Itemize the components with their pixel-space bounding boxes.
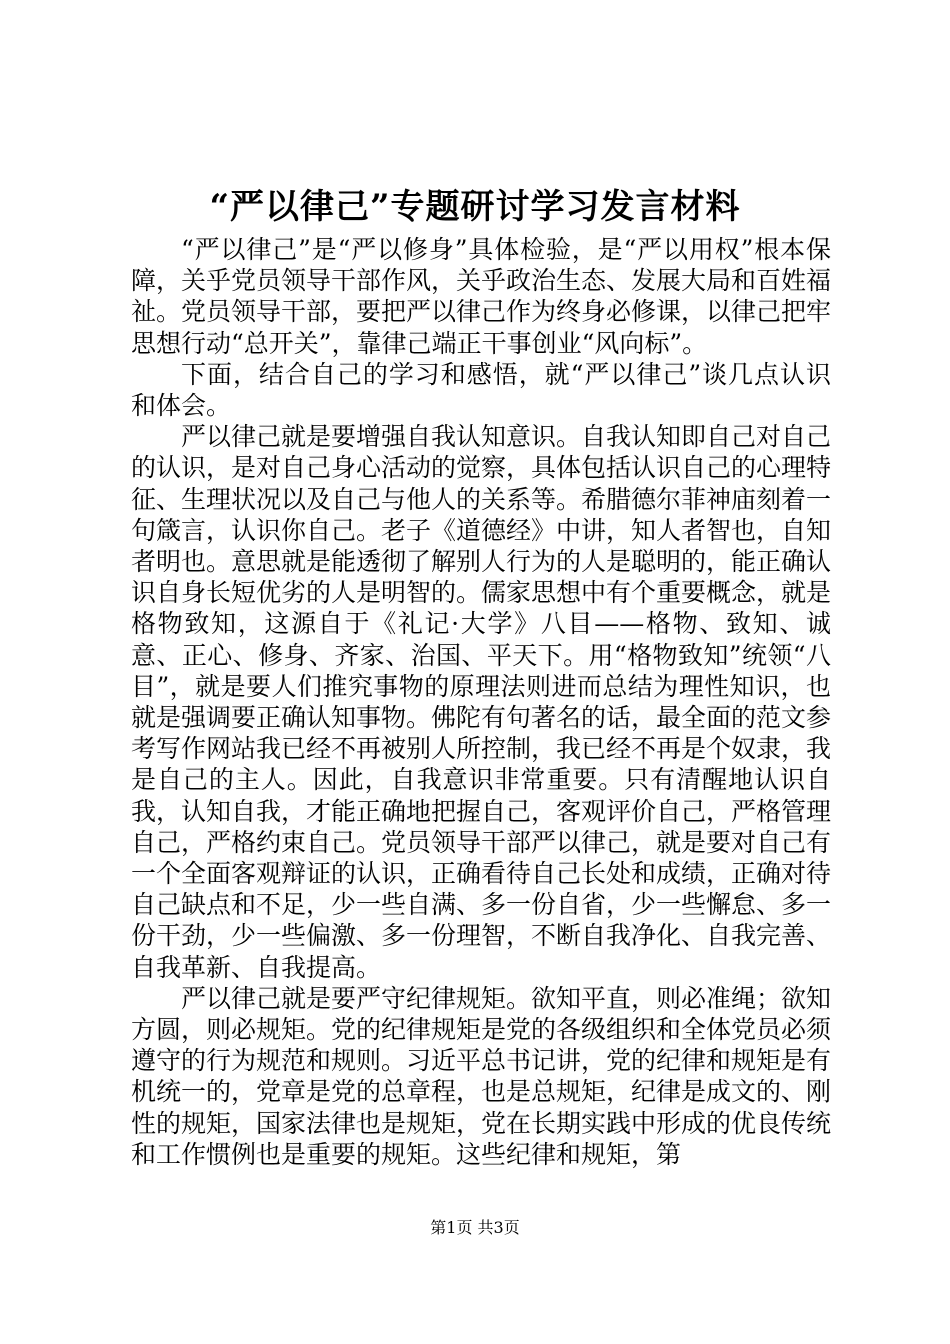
paragraph-self-awareness: 严以律己就是要增强自我认知意识。自我认知即自己对自己的认识，是对自己身心活动的觉察，具体包括认识自己的心理特征、生理状况以及自己与他人的关系等。希腊德尔菲神庙刻着一句箴言，认识你自己。老子《道德经》中讲，知人者智也，自知者明也。意思就是能透彻了解别人行为的人是聪明的，能正确认识自身长短优劣的人是明智的。儒家思想中有个重要概念，就是格物致知，这源自于《礼记·大学》八目——格物、致知、诚意、正心、修身、齐家、治国、平天下。用“格物致知”统领“八目”，就是要人们推究事物的原理法则进而总结为理性知识，也就是强调要正确认知事物。佛陀有句著名的话，最全面的范文参考写作网站我已经不再被别人所控制，我已经不再是个奴隶，我是自己的主人。因此，自我意识非常重要。只有清醒地认识自我，认知自我，才能正确地把握自己，客观评价自己，严格管理自己，严格约束自己。党员领导干部严以律己，就是要对自己有一个全面客观辩证的认识，正确看待自己长处和成绩，正确对待自己缺点和不足，少一些自满、多一份自省，少一些懈怠、多一份干劲，少一些偏激、多一份理智，不断自我净化、自我完善、自我革新、自我提高。 xyxy=(131,422,832,982)
document-body xyxy=(131,234,831,1170)
paragraph-intro: “严以律己”是“严以修身”具体检验，是“严以用权”根本保障，关乎党员领导干部作风，关乎政治生态、发展大局和百姓福祉。党员领导干部，要把严以律己作为终身必修课，以律己把牢思想行动“总开关”，靠律己端正干事创业“风向标”。 xyxy=(131,235,832,358)
document-title: “严以律己”专题研讨学习发言材料 xyxy=(209,187,741,227)
paragraph-transition: 下面，结合自己的学习和感悟，就“严以律己”谈几点认识和体会。 xyxy=(131,359,831,421)
page-number-footer: 第1页 共3页 xyxy=(430,1218,520,1237)
paragraph-discipline: 严以律己就是要严守纪律规矩。欲知平直，则必准绳；欲知方圆，则必规矩。党的纪律规矩是党的各级组织和全体党员必须遵守的行为规范和规则。习近平总书记讲，党的纪律和规矩是有机统一的，党章是党的总章程，也是总规矩，纪律是成文的、刚性的规矩，国家法律也是规矩，党在长期实践中形成的优良传统和工作惯例也是重要的规矩。这些纪律和规矩，第 xyxy=(131,983,832,1169)
